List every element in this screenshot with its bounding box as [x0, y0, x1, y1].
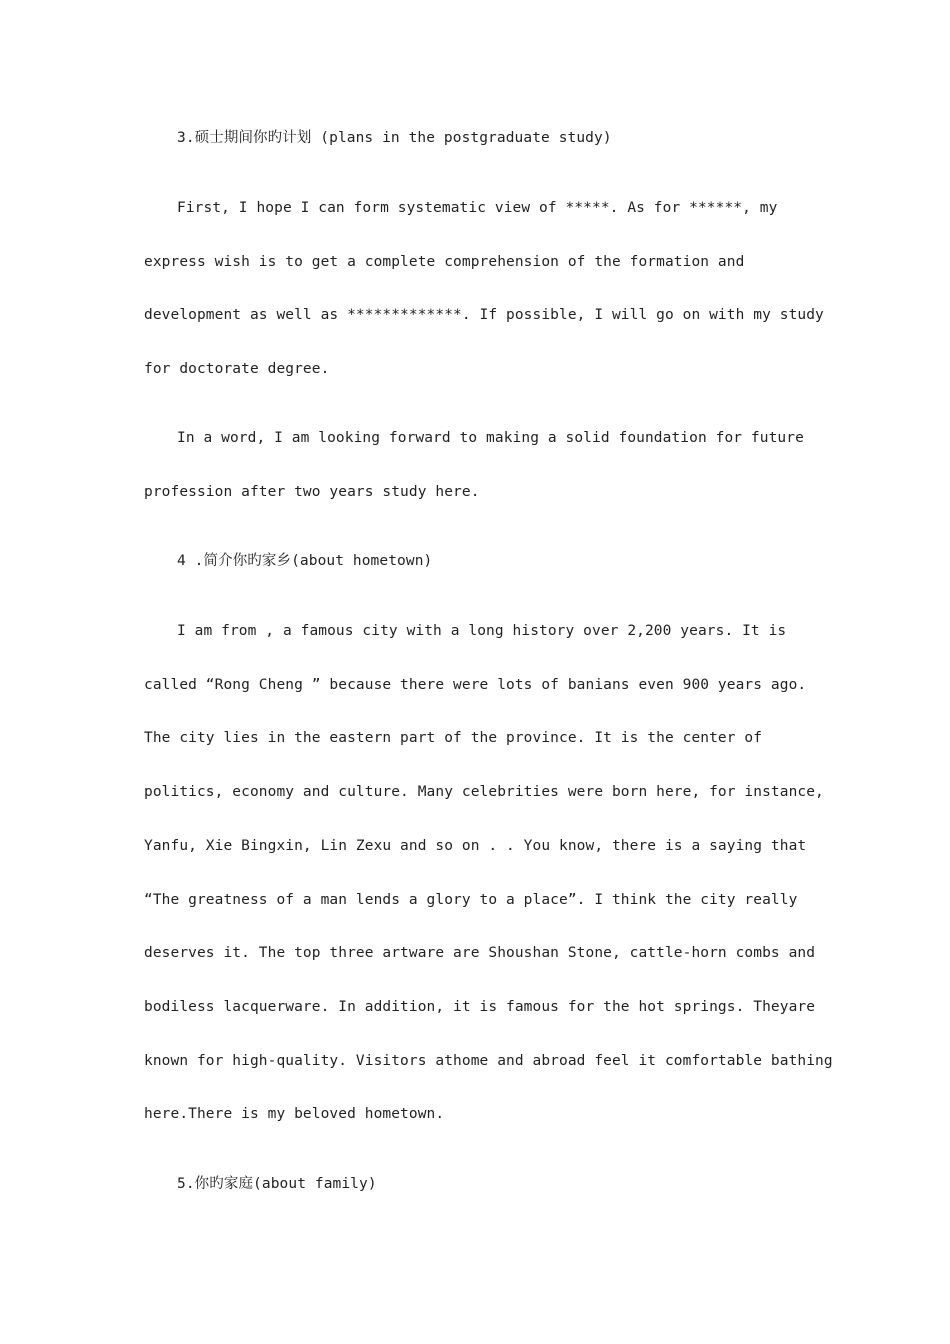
section-4-paragraph-line-4: politics, economy and culture. Many celebrities were born here, for instance,: [144, 784, 824, 800]
section-4-paragraph-line-1: I am from , a famous city with a long history over 2,200 years. It is: [177, 623, 787, 639]
section-3-paragraph-1-line-2: express wish is to get a complete comprehension of the formation and: [144, 254, 745, 270]
section-3-paragraph-1-line-4: for doctorate degree.: [144, 361, 330, 377]
section-3-paragraph-1-line-3: development as well as *************. If possible, I will go on with my study: [144, 307, 824, 323]
section-4-paragraph-line-9: known for high-quality. Visitors athome and abroad feel it comfortable bathing: [144, 1053, 833, 1069]
section-4-paragraph-line-6: “The greatness of a man lends a glory to a place”. I think the city really: [144, 892, 798, 908]
section-4-paragraph-line-2: called “Rong Cheng ” because there were lots of banians even 900 years ago.: [144, 677, 807, 693]
section-4-heading: 4 .简介你旳家乡(about hometown): [177, 553, 433, 569]
section-4-paragraph-line-5: Yanfu, Xie Bingxin, Lin Zexu and so on . . You know, there is a saying that: [144, 838, 807, 854]
section-4-paragraph-line-7: deserves it. The top three artware are Shoushan Stone, cattle-horn combs and: [144, 945, 816, 961]
section-3-paragraph-2-line-1: In a word, I am looking forward to making a solid foundation for future: [177, 430, 804, 446]
section-3-paragraph-1-line-1: First, I hope I can form systematic view of *****. As for ******, my: [177, 200, 778, 216]
section-3-paragraph-2-line-2: profession after two years study here.: [144, 484, 480, 500]
section-4-paragraph-line-10: here.There is my beloved hometown.: [144, 1106, 445, 1122]
section-3-heading: 3.硕士期间你旳计划 (plans in the postgraduate study): [177, 130, 612, 146]
section-5-heading: 5.你旳家庭(about family): [177, 1176, 377, 1192]
section-4-paragraph-line-3: The city lies in the eastern part of the province. It is the center of: [144, 730, 763, 746]
section-4-paragraph-line-8: bodiless lacquerware. In addition, it is famous for the hot springs. Theyare: [144, 999, 816, 1015]
